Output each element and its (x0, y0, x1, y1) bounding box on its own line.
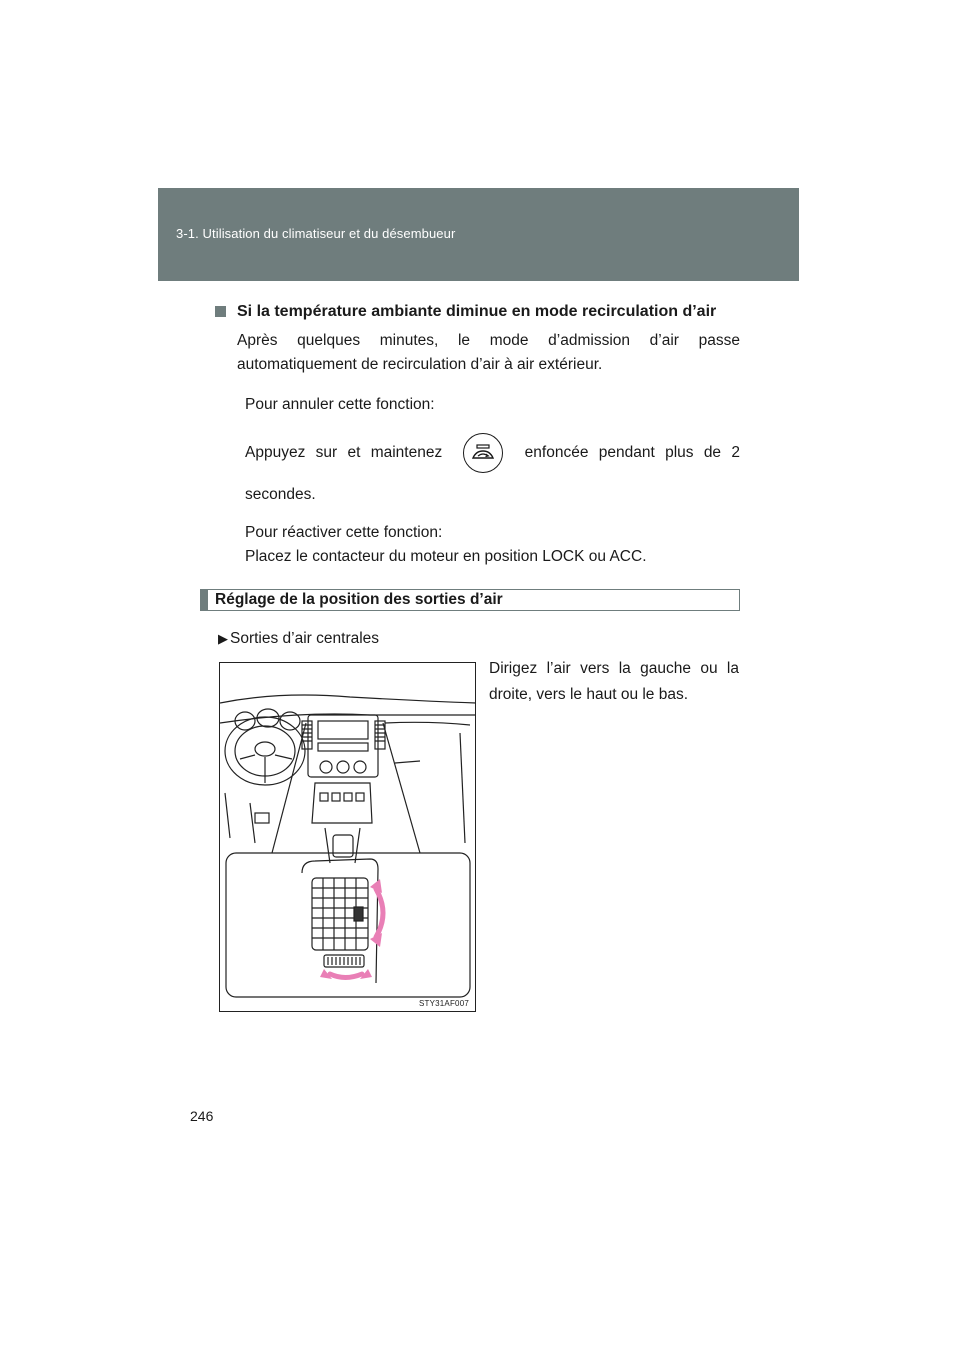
air-recirculation-icon (463, 433, 503, 473)
figure-code: STY31AF007 (418, 999, 469, 1008)
cancel-press-line (245, 431, 740, 475)
cancel-title: Pour annuler cette fonction: (245, 396, 435, 413)
section-heading-bar (201, 590, 208, 610)
cancel-instructions (245, 393, 740, 569)
page-number: 246 (190, 1108, 214, 1124)
recirculation-note-body: Après quelques minutes, le mode d’admission d’air passe automatiquement de recirculation d’air à air extérieur. (237, 332, 740, 373)
dashboard-vent-drawing (220, 663, 477, 1013)
cancel-text-before: Appuyez sur et maintenez (245, 444, 443, 461)
recirculation-note-heading-text: Si la température ambiante diminue en mode recirculation d’air (237, 303, 717, 320)
section-header-title: 3-1. Utilisation du climatiseur et du désembueur (176, 226, 456, 241)
section-header-band (158, 188, 799, 281)
central-outlets-label: Sorties d’air centrales (230, 630, 380, 647)
cancel-text-end: secondes. (245, 486, 316, 503)
section-heading (200, 589, 740, 611)
outlets-instruction: Dirigez l’air vers la gauche ou la droite, vers le haut ou le bas. (489, 660, 739, 703)
recirculation-note (215, 300, 740, 569)
section-heading-text: Réglage de la position des sorties d’air (215, 591, 503, 608)
reactivate-title: Pour réactiver cette fonction: (245, 524, 443, 541)
recirculation-note-heading (215, 300, 740, 324)
square-bullet-icon (215, 306, 226, 317)
air-outlet-illustration (219, 662, 476, 1012)
cancel-text-after: enfoncée pendant plus de 2 (524, 444, 740, 461)
central-outlets-item (218, 628, 379, 650)
triangle-right-icon: ▶ (218, 631, 228, 646)
reactivate-body: Placez le contacteur du moteur en position LOCK ou ACC. (245, 548, 647, 565)
